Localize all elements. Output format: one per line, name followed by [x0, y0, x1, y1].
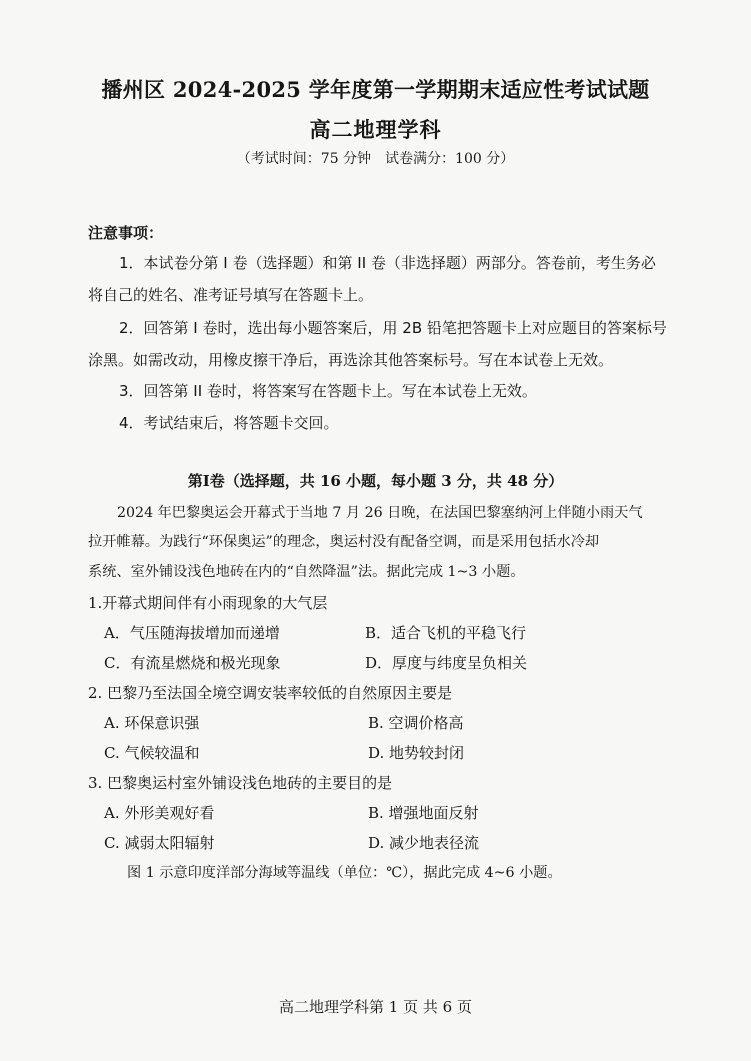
- option: A．气压随海拔增加而递增: [104, 624, 280, 642]
- option: C. 气候较温和: [104, 744, 200, 762]
- intro-line: 系统、室外铺设浅色地砖在内的“自然降温”法。据此完成 1~3 小题。: [88, 564, 525, 580]
- notice-line: 1．本试卷分第 I 卷（选择题）和第 II 卷（非选择题）两部分。答卷前，考生务必: [119, 254, 656, 272]
- notice-line: 将自己的姓名、准考证号填写在答题卡上。: [88, 286, 374, 304]
- page-footer: 高二地理学科第 1 页 共 6 页: [279, 998, 472, 1016]
- question-stem: 2. 巴黎乃至法国全境空调安装率较低的自然原因主要是: [88, 684, 453, 702]
- exam-subject: 高二地理学科: [309, 117, 442, 142]
- question-stem: 3. 巴黎奥运村室外铺设浅色地砖的主要目的是: [88, 774, 393, 792]
- notice-heading: 注意事项：: [88, 224, 164, 242]
- notice-line: 3．回答第 II 卷时，将答案写在答题卡上。写在本试卷上无效。: [119, 382, 537, 400]
- notice-line: 4．考试结束后，将答题卡交回。: [119, 414, 339, 432]
- option: D. 减少地表径流: [368, 834, 480, 852]
- option: D. 地势较封闭: [368, 744, 465, 762]
- intro-line: 2024 年巴黎奥运会开幕式于当地 7 月 26 日晚，在法国巴黎塞纳河上伴随小雨天气: [117, 505, 643, 521]
- figure-note: 图 1 示意印度洋部分海域等温线（单位：℃），据此完成 4~6 小题。: [127, 865, 562, 881]
- exam-meta: （考试时间：75 分钟 试卷满分：100 分）: [236, 151, 515, 167]
- option: D．厚度与纬度呈负相关: [365, 654, 528, 672]
- option: A. 环保意识强: [104, 714, 200, 732]
- option: A. 外形美观好看: [104, 804, 215, 822]
- option: B. 空调价格高: [368, 714, 464, 732]
- option: C. 减弱太阳辐射: [104, 834, 215, 852]
- option: B．适合飞机的平稳飞行: [365, 624, 527, 642]
- intro-line: 拉开帷幕。为践行“环保奥运”的理念，奥运村没有配备空调，而是采用包括水冷却: [88, 534, 600, 550]
- notice-line: 涂黑。如需改动，用橡皮擦干净后，再选涂其他答案标号。写在本试卷上无效。: [88, 351, 614, 369]
- question-stem: 1.开幕式期间伴有小雨现象的大气层: [88, 594, 328, 612]
- section-heading: 第Ⅰ卷（选择题，共 16 小题，每小题 3 分，共 48 分）: [187, 472, 564, 490]
- option: C．有流星燃烧和极光现象: [104, 654, 281, 672]
- option: B. 增强地面反射: [368, 804, 479, 822]
- exam-title: 播州区 2024-2025 学年度第一学期期末适应性考试试题: [101, 77, 650, 102]
- notice-line: 2．回答第 I 卷时，选出每小题答案后，用 2B 铅笔把答题卡上对应题目的答案标号: [119, 319, 667, 337]
